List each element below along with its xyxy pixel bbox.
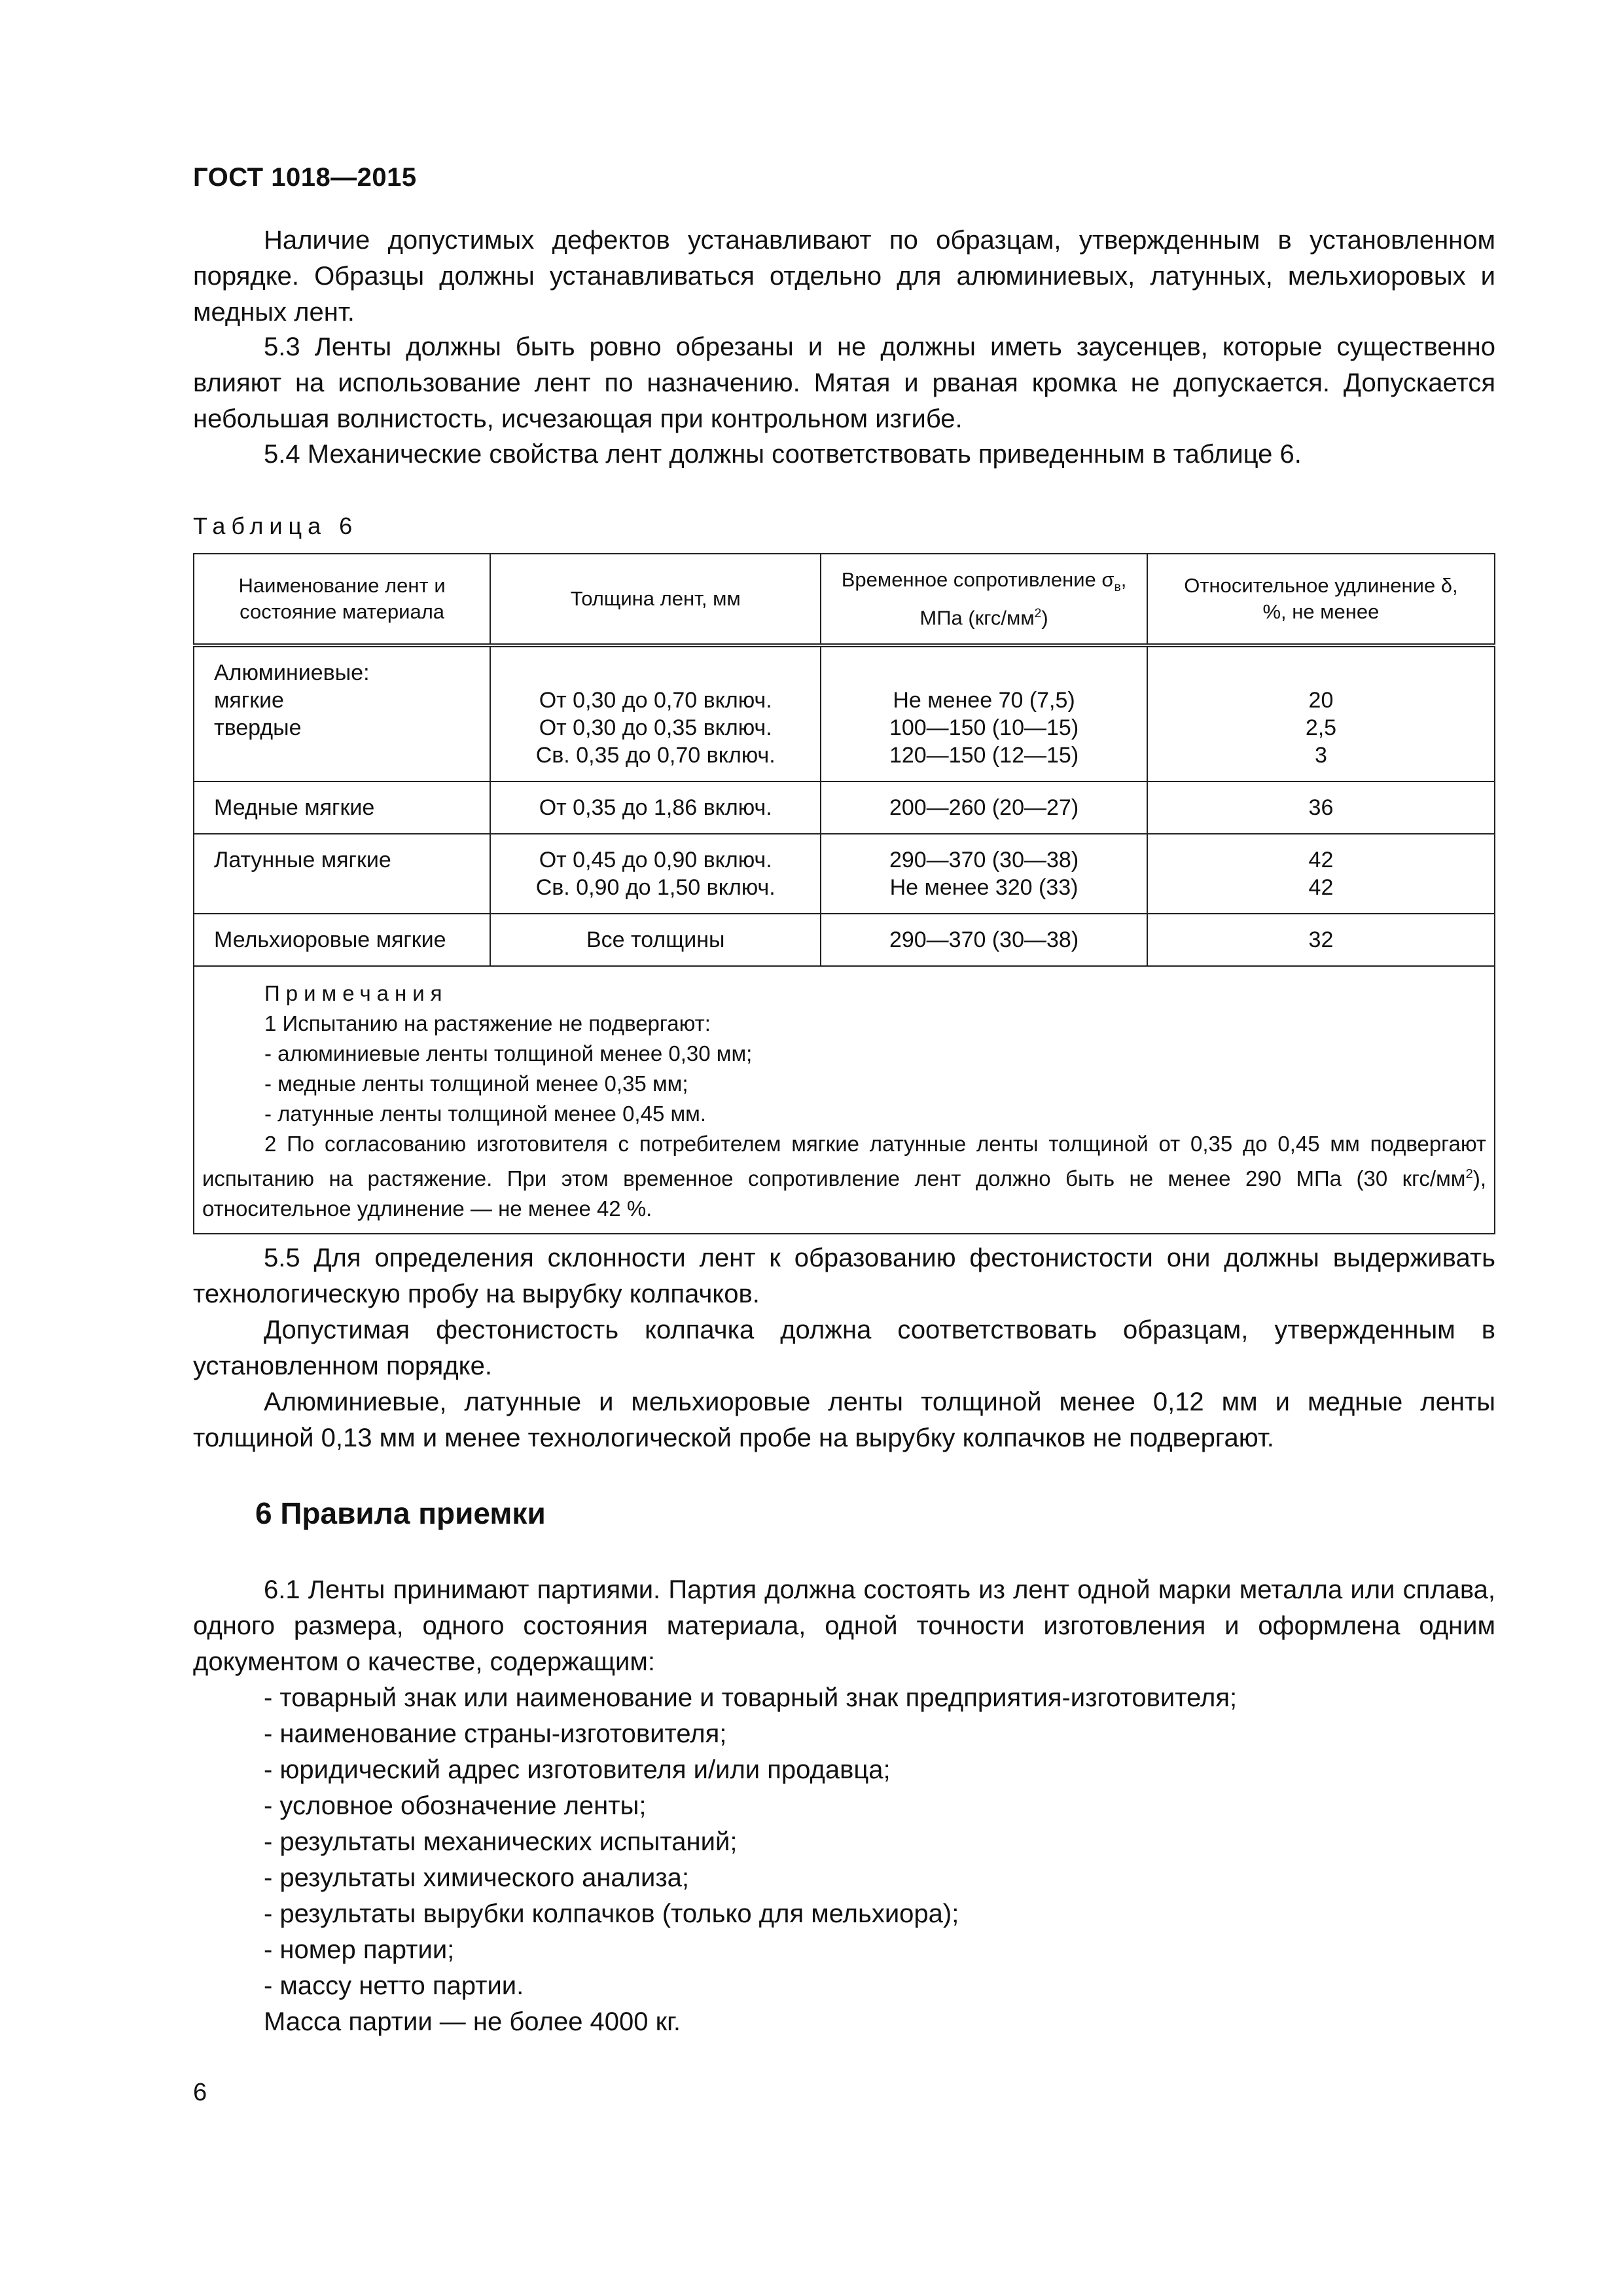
notes-title: Примечания bbox=[264, 981, 448, 1005]
cell-line bbox=[510, 659, 800, 687]
table-notes-row bbox=[194, 966, 1495, 1234]
header-elongation-line1: Относительное удлинение δ, bbox=[1184, 574, 1458, 597]
cell-line: 20 bbox=[1308, 688, 1334, 713]
cell-line: Все толщины bbox=[586, 927, 725, 952]
header-strength-comma: , bbox=[1120, 567, 1127, 591]
list-item: - результаты химического анализа; bbox=[264, 1863, 690, 1892]
cell-elongation bbox=[1147, 645, 1495, 781]
page-number: 6 bbox=[193, 2079, 207, 2106]
note-1: 1 Испытанию на растяжение не подвергают: bbox=[264, 1011, 711, 1035]
note-1-item: - латунные ленты толщиной менее 0,45 мм. bbox=[264, 1102, 707, 1126]
cell-line: 32 bbox=[1308, 927, 1334, 952]
cell-material bbox=[194, 645, 490, 781]
list-item: - условное обозначение ленты; bbox=[264, 1791, 647, 1820]
clause-5-5-section bbox=[193, 1240, 1495, 1312]
cell-line: 200—260 (20—27) bbox=[889, 795, 1079, 820]
cell-material bbox=[194, 781, 490, 834]
list-item: - результаты механических испытаний; bbox=[264, 1827, 738, 1856]
cell-line bbox=[841, 659, 1127, 687]
cell-thickness bbox=[490, 914, 821, 966]
cell-line: 120—150 (12—15) bbox=[889, 743, 1079, 768]
festoon-section bbox=[193, 1312, 1495, 1384]
cell-strength bbox=[821, 914, 1147, 966]
cell-elongation bbox=[1147, 834, 1495, 914]
cell-line: От 0,30 до 0,35 включ. bbox=[539, 715, 772, 740]
cell-line: Мельхиоровые мягкие bbox=[214, 927, 446, 952]
cell-line: 42 bbox=[1308, 875, 1334, 900]
cell-line: От 0,30 до 0,70 включ. bbox=[539, 688, 772, 713]
header-elongation-line2: %, не менее bbox=[1262, 600, 1380, 623]
clause-5-4: 5.4 Механические свойства лент должны соответствовать приведенным в таблице 6. bbox=[264, 440, 1302, 469]
table-row-cupronickel bbox=[194, 914, 1495, 966]
header-strength-subscript: в bbox=[1114, 580, 1121, 594]
header-strength-paren: ) bbox=[1041, 606, 1048, 630]
note-2-tail: ), относительное удлинение — не менее 42 %. bbox=[202, 1166, 1486, 1221]
list-item: - номер партии; bbox=[264, 1935, 455, 1964]
cell-line: 42 bbox=[1308, 848, 1334, 872]
table-row-brass bbox=[194, 834, 1495, 914]
cell-material bbox=[194, 834, 490, 914]
note-2-text: 2 По согласованию изготовителя с потребителем мягкие латунные ленты толщиной от 0,35 до 0,45 мм подвергают испытанию на растяжение. При этом временное сопротивление лент должно быть не менее 290 МПа (30 кгс/мм bbox=[202, 1132, 1486, 1191]
clause-6-1: 6.1 Ленты принимают партиями. Партия должна состоять из лент одной марки металла или сплава, одного размера, одного состояния материала, одной точности изготовления и оформлена одним документом о качестве, содержащим: bbox=[193, 1575, 1495, 1676]
note-2-superscript: 2 bbox=[1465, 1166, 1473, 1181]
header-strength-superscript: 2 bbox=[1034, 606, 1042, 620]
cell-strength bbox=[821, 781, 1147, 834]
cell-elongation bbox=[1147, 781, 1495, 834]
list-item: - массу нетто партии. bbox=[264, 1971, 524, 2000]
table-row-copper bbox=[194, 781, 1495, 834]
thin-strip-paragraph: Алюминиевые, латунные и мельхиоровые ленты толщиной менее 0,12 мм и медные ленты толщиной 0,13 мм и менее технологической пробе на вырубку колпачков не подвергают. bbox=[193, 1388, 1495, 1452]
header-strength-line2: МПа (кгс/мм bbox=[919, 606, 1035, 630]
cell-strength bbox=[821, 645, 1147, 781]
clause-5-5: 5.5 Для определения склонности лент к образованию фестонистости они должны выдерживать технологическую пробу на вырубку колпачков. bbox=[193, 1244, 1495, 1308]
clause-5-3-section bbox=[193, 329, 1495, 437]
header-elongation bbox=[1147, 554, 1495, 645]
cell-line: От 0,45 до 0,90 включ. bbox=[539, 848, 772, 872]
cell-line: От 0,35 до 1,86 включ. bbox=[539, 795, 772, 820]
list-item: - результаты вырубки колпачков (только для мельхиора); bbox=[264, 1899, 959, 1928]
cell-line: 2,5 bbox=[1305, 715, 1337, 740]
list-item: - юридический адрес изготовителя и/или продавца; bbox=[264, 1755, 891, 1784]
cell-line: Алюминиевые: bbox=[214, 660, 370, 685]
cell-line: 3 bbox=[1314, 743, 1327, 768]
table-header-row bbox=[194, 554, 1495, 645]
clause-5-4-section bbox=[193, 437, 1495, 473]
cell-line: 290—370 (30—38) bbox=[889, 927, 1079, 952]
cell-line: твердые bbox=[214, 715, 302, 740]
thin-strip-section bbox=[193, 1384, 1495, 1456]
cell-elongation bbox=[1147, 914, 1495, 966]
cell-line: мягкие bbox=[214, 688, 284, 713]
cell-thickness bbox=[490, 645, 821, 781]
header-strength bbox=[821, 554, 1147, 645]
table-caption bbox=[193, 508, 1495, 544]
note-1-item: - алюминиевые ленты толщиной менее 0,30 мм; bbox=[264, 1041, 753, 1066]
cell-line: 36 bbox=[1308, 795, 1334, 820]
note-2 bbox=[202, 1129, 1486, 1224]
cell-thickness bbox=[490, 781, 821, 834]
clause-5-3: 5.3 Ленты должны быть ровно обрезаны и не должны иметь заусенцев, которые существенно влияют на использование лент по назначению. Мятая и рваная кромка не допускается. Допускается небольшая волнистость, исчезающая при контрольном изгибе. bbox=[193, 332, 1495, 433]
intro-section bbox=[193, 223, 1495, 331]
header-material-line2: состояние материала bbox=[240, 600, 445, 623]
list-item: - товарный знак или наименование и товарный знак предприятия-изготовителя; bbox=[264, 1683, 1238, 1712]
header-thickness: Толщина лент, мм bbox=[490, 554, 821, 645]
section-6-body bbox=[193, 1572, 1495, 2040]
table-caption-text: Таблица 6 bbox=[193, 512, 359, 539]
cell-line: Не менее 70 (7,5) bbox=[893, 688, 1075, 713]
cell-material bbox=[194, 914, 490, 966]
list-item: - наименование страны-изготовителя; bbox=[264, 1719, 727, 1748]
cell-strength bbox=[821, 834, 1147, 914]
cell-line: Латунные мягкие bbox=[214, 848, 391, 872]
mass-note: Масса партии — не более 4000 кг. bbox=[264, 2007, 681, 2036]
cell-thickness bbox=[490, 834, 821, 914]
festoon-paragraph: Допустимая фестонистость колпачка должна соответствовать образцам, утвержденным в установленном порядке. bbox=[193, 1316, 1495, 1380]
section-6-title: 6 Правила приемки bbox=[255, 1496, 546, 1530]
table-row-aluminium bbox=[194, 645, 1495, 781]
cell-line bbox=[1168, 659, 1474, 687]
header-material bbox=[194, 554, 490, 645]
cell-line: Не менее 320 (33) bbox=[889, 875, 1079, 900]
intro-paragraph: Наличие допустимых дефектов устанавливают по образцам, утвержденным в установленном порядке. Образцы должны устанавливаться отдельно для алюминиевых, латунных, мельхиоровых и медных лент. bbox=[193, 226, 1495, 327]
cell-line: Медные мягкие bbox=[214, 795, 375, 820]
cell-line: Св. 0,90 до 1,50 включ. bbox=[535, 875, 776, 900]
note-1-item: - медные ленты толщиной менее 0,35 мм; bbox=[264, 1071, 688, 1096]
header-material-line1: Наименование лент и bbox=[238, 574, 446, 597]
cell-line: 290—370 (30—38) bbox=[889, 848, 1079, 872]
table-notes bbox=[194, 966, 1495, 1234]
header-strength-line1: Временное сопротивление σ bbox=[841, 567, 1115, 591]
document-header: ГОСТ 1018—2015 bbox=[193, 163, 417, 192]
cell-line: Св. 0,35 до 0,70 включ. bbox=[535, 743, 776, 768]
cell-line: 100—150 (10—15) bbox=[889, 715, 1079, 740]
mechanical-properties-table bbox=[193, 553, 1495, 1234]
